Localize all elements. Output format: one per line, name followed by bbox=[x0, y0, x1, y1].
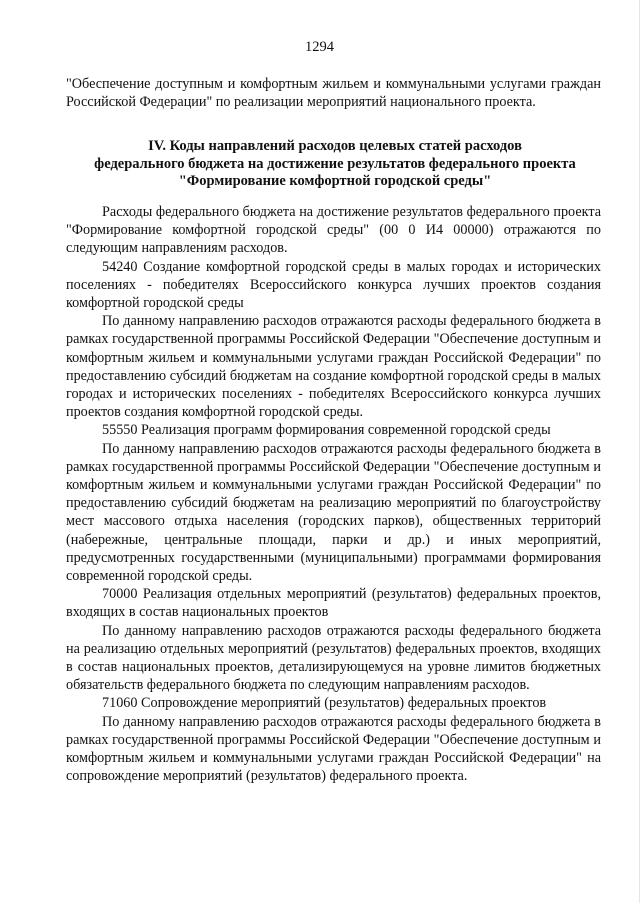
section-heading-line-1: IV. Коды направлений расходов целевых статей расходов bbox=[148, 138, 522, 154]
section-body bbox=[66, 203, 601, 786]
paragraph-overview: Расходы федерального бюджета на достижение результатов федерального проекта "Формирование комфортной городской среды" (00 0 И4 00000) отражаются по следующим направлениям расходов. bbox=[66, 204, 601, 257]
intro-paragraph: "Обеспечение доступным и комфортным жильем и коммунальными услугами граждан Российской Федерации" по реализации мероприятий национального проекта. bbox=[66, 76, 601, 111]
paragraph-55550-description: По данному направлению расходов отражаются расходы федерального бюджета в рамках государственной программы Российской Федерации "Обеспечение доступным и комфортным жильем и коммунальными услугами граждан Российской Федерации" по предоставлению субсидий бюджетам на реализацию мероприятий по благоустройству мест массового отдыха населения (городских парков), общественных территорий (набережные, центральные площади, парки и др.) и иных мероприятий, предусмотренных государственными (муниципальными) программами формирования современной городской среды. bbox=[66, 440, 601, 585]
page-number: 1294 bbox=[305, 39, 334, 55]
paragraph-code-55550: 55550 Реализация программ формирования современной городской среды bbox=[102, 422, 551, 439]
paragraph-71060-description: По данному направлению расходов отражаются расходы федерального бюджета в рамках государственной программы Российской Федерации "Обеспечение доступным и комфортным жильем и коммунальными услугами граждан Российской Федерации" на сопровождение мероприятий (результатов) федерального проекта. bbox=[66, 713, 601, 785]
section-heading-line-2: федерального бюджета на достижение результатов федерального проекта bbox=[94, 155, 576, 172]
paragraph-70000-description: По данному направлению расходов отражаются расходы федерального бюджета на реализацию отдельных мероприятий (результатов) федеральных проектов, входящих в состав национальных проектов, детализирующемуся на уровне лимитов бюджетных обязательств федерального бюджета по следующим направлениям расходов. bbox=[66, 622, 601, 694]
paragraph-code-71060: 71060 Сопровождение мероприятий (результатов) федеральных проектов bbox=[102, 695, 547, 712]
section-heading-line-3: "Формирование комфортной городской среды" bbox=[178, 173, 492, 189]
paragraph-code-70000: 70000 Реализация отдельных мероприятий (результатов) федеральных проектов, входящих в состав национальных проектов bbox=[66, 586, 601, 621]
section-heading bbox=[50, 138, 620, 191]
paragraph-code-54240: 54240 Создание комфортной городской среды в малых городах и исторических поселениях - победителях Всероссийского конкурса лучших проектов создания комфортной городской среды bbox=[66, 258, 601, 312]
paragraph-54240-description: По данному направлению расходов отражаются расходы федерального бюджета в рамках государственной программы Российской Федерации "Обеспечение доступным и комфортным жильем и коммунальными услугами граждан Российской Федерации" по предоставлению субсидий бюджетам на создание комфортной городской среды в малых городах и исторических поселениях - победителях Всероссийского конкурса лучших проектов создания комфортной городской среды. bbox=[66, 313, 601, 421]
